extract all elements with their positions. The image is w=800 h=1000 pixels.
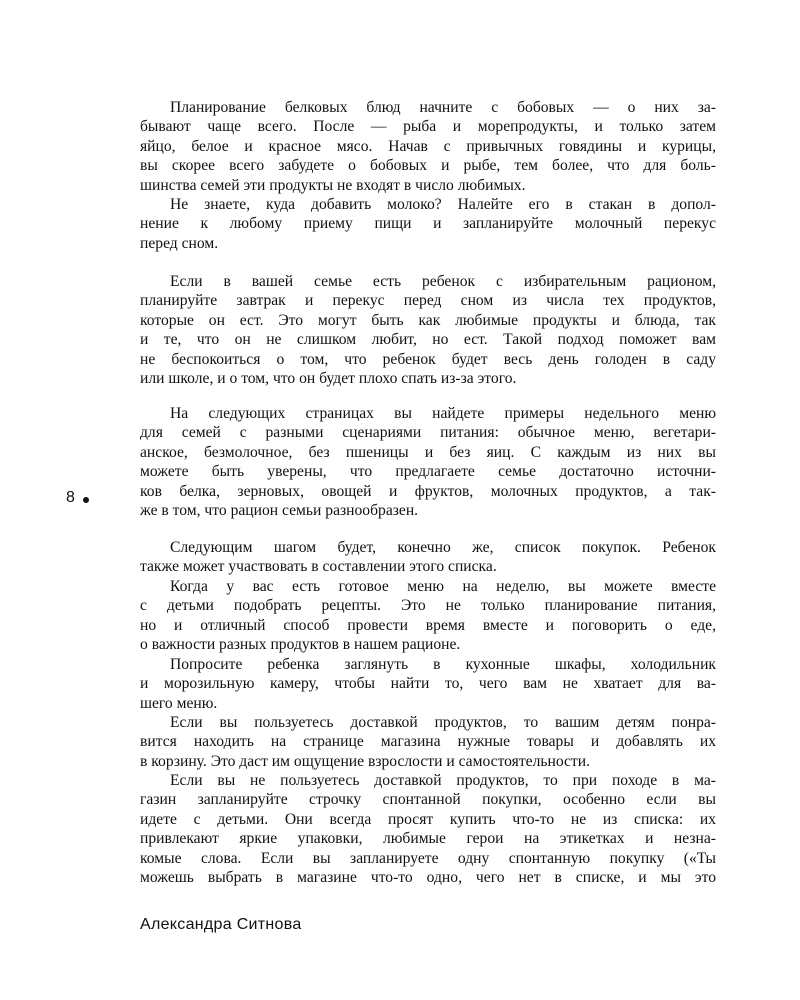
text-line: и морозильную камеру, чтобы найти то, чего вам не хватает для ва- (140, 675, 716, 693)
text-line: На следующих страницах вы найдете примеры недельного меню (170, 405, 716, 422)
text-line: анское, безмолочное, без пшеницы и без яиц. С каждым из них вы (140, 443, 716, 461)
paragraph (140, 98, 716, 195)
author-footer: Александра Ситнова (140, 916, 302, 933)
paragraph (140, 713, 716, 771)
text-line: с детьми подобрать рецепты. Это не только планирование питания, (140, 597, 716, 615)
paragraph (140, 404, 716, 520)
text-line: можешь выбрать в магазине что-то одно, чего нет в списке, и мы это (140, 868, 716, 886)
text-line: вится находить на странице магазина нужные товары и добавлять их (140, 733, 716, 751)
text-line: для семей с разными сценариями питания: обычное меню, вегетари- (140, 424, 716, 442)
text-line: которые он ест. Это могут быть как любимые продукты и блюда, так (140, 311, 716, 329)
text-line: планируйте завтрак и перекус перед сном из числа тех продуктов, (140, 292, 716, 310)
text-line: также может участвовать в составлении этого списка. (140, 558, 497, 576)
text-line: шинства семей эти продукты не входят в число любимых. (140, 176, 526, 194)
text-line: Не знаете, куда добавить молоко? Налейте его в стакан в допол- (170, 196, 716, 213)
text-line: или школе, и о том, что он будет плохо спать из-за этого. (140, 369, 517, 387)
text-line: бывают чаще всего. После — рыба и морепродукты, и только затем (140, 118, 716, 136)
paragraph (140, 538, 716, 577)
text-line: и те, что он не слишком любит, но ест. Такой подход поможет вам (140, 331, 716, 349)
text-line: вы скорее всего забудете о бобовых и рыбе, тем более, что для боль- (140, 157, 716, 175)
text-line: Планирование белковых блюд начните с бобовых — о них за- (170, 99, 716, 116)
text-line: яйцо, белое и красное мясо. Начав с привычных говядины и курицы, (140, 137, 716, 155)
text-line: комые слова. Если вы запланируете одну спонтанную покупку («Ты (140, 849, 716, 867)
text-line: идете с детьми. Они всегда просят купить что-то не из списка: их (140, 810, 716, 828)
text-line: Когда у вас есть готовое меню на неделю, вы можете вместе (170, 578, 716, 595)
text-line: Если вы не пользуетесь доставкой продуктов, то при походе в ма- (170, 772, 716, 789)
text-line: но и отличный способ провести время вместе и поговорить о еде, (140, 616, 716, 634)
text-line: о важности разных продуктов в нашем рационе. (140, 636, 461, 654)
text-line: газин запланируйте строчку спонтанной покупки, особенно если вы (140, 791, 716, 809)
page-number: 8 (66, 489, 75, 506)
text-line: можете быть уверены, что предлагаете семье достаточно источни- (140, 463, 716, 481)
text-line: не беспокоиться о том, что ребенок будет весь день голоден в саду (140, 350, 716, 368)
paragraph (140, 771, 716, 887)
text-line: в корзину. Это даст им ощущение взрослости и самостоятельности. (140, 752, 590, 770)
text-line: нение к любому приему пищи и запланируйте молочный перекус (140, 215, 716, 233)
text-line: Если вы пользуетесь доставкой продуктов, то вашим детям понра- (170, 714, 716, 731)
text-line: перед сном. (140, 234, 219, 252)
text-line: Следующим шагом будет, конечно же, список покупок. Ребенок (170, 539, 716, 556)
text-line: ков белка, зерновых, овощей и фруктов, молочных продуктов, а так- (140, 482, 716, 500)
paragraph (140, 655, 716, 713)
text-line: привлекают яркие упаковки, любимые герои на этикетках и незна- (140, 830, 716, 848)
bullet-icon (83, 497, 89, 503)
text-line: Если в вашей семье есть ребенок с избирательным рационом, (170, 273, 716, 290)
text-line: Попросите ребенка заглянуть в кухонные шкафы, холодильник (170, 656, 716, 673)
text-line: шего меню. (140, 694, 218, 712)
paragraph (140, 272, 716, 388)
paragraph (140, 195, 716, 253)
text-line: же в том, что рацион семьи разнообразен. (140, 501, 419, 519)
paragraph (140, 577, 716, 655)
